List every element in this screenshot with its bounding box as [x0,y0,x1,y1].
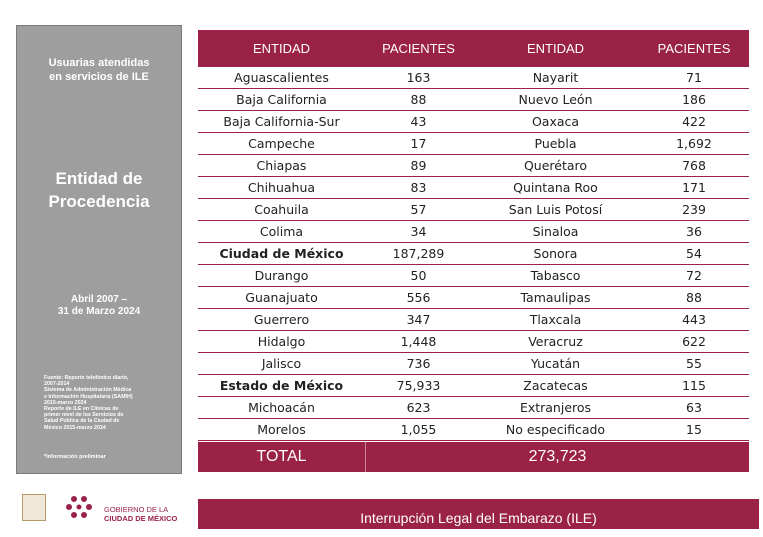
source-line: Salud Pública de la Ciudad de [44,418,120,425]
entity-cell: Estado de México [219,378,344,393]
patients-cell: 57 [410,202,427,217]
table-row [198,265,749,287]
logo-text-line2: CIUDAD DE MÉXICO [104,514,178,523]
sidebar-subtitle [17,56,181,84]
table-row [198,67,749,89]
header-entidad-2: ENTIDAD [526,41,585,56]
entity-cell: Jalisco [261,356,302,371]
entity-cell: Nayarit [532,70,579,85]
entity-cell: Tabasco [530,268,581,283]
table-row [198,309,749,331]
patients-cell: 15 [686,422,702,437]
patients-cell: 163 [406,70,431,85]
government-logo-text [104,505,177,523]
entity-cell: Zacatecas [523,378,588,393]
header-pacientes-1: PACIENTES [382,41,455,56]
patients-cell: 34 [410,224,427,239]
patients-cell: 422 [682,114,706,129]
entity-cell: Campeche [248,136,315,151]
patients-cell: 36 [686,224,702,239]
source-line: 2015-marzo 2024 [44,399,87,406]
table-row [198,331,749,353]
patients-cell: 443 [682,312,706,327]
entity-cell: Chihuahua [247,180,316,195]
footer-banner: Interrupción Legal del Embarazo (ILE) [198,499,759,529]
patients-cell: 115 [682,378,706,393]
table-row [198,111,749,133]
sidebar-note: *Información preliminar [44,454,106,460]
table-row [198,243,749,265]
header-pacientes-2: PACIENTES [657,41,731,56]
entity-cell: Colima [259,224,304,239]
patients-cell: 75,933 [396,378,441,393]
entity-cell: Tlaxcala [529,312,582,327]
entity-cell: Coahuila [254,202,309,217]
table-header [198,30,749,67]
entity-cell: Quintana Roo [513,180,598,195]
entity-cell: Baja California-Sur [223,114,340,129]
entity-cell: Extranjeros [519,400,592,415]
patients-cell: 17 [410,136,427,151]
source-line: Reporte de ILE en Clínicas de [44,406,119,413]
table-body [198,67,749,441]
sidebar-date-range [17,294,181,318]
cdmx-logo-icon [62,493,98,521]
entity-cell: Nuevo León [518,92,593,107]
header-entidad-1: ENTIDAD [252,41,311,56]
entity-cell: Oaxaca [531,114,580,129]
entity-cell: Baja California [236,92,327,107]
table-row [198,375,749,397]
patients-cell: 89 [410,158,427,173]
patients-cell: 1,692 [676,136,712,151]
patients-cell: 43 [410,114,427,129]
entity-cell: No especificado [505,422,606,437]
patients-cell: 72 [686,268,702,283]
patients-cell: 622 [682,334,706,349]
source-line: 2007-2014 [44,381,70,388]
table-row [198,397,749,419]
table-row [198,133,749,155]
source-line: México 2015-marzo 2024 [44,424,106,431]
patients-cell: 88 [686,290,702,305]
sidebar-title-line1: Entidad de [55,169,143,188]
entity-cell: Sinaloa [532,224,579,239]
patients-cell: 63 [686,400,702,415]
sidebar-dates-line1: Abril 2007 – [70,294,128,305]
info-sidebar [16,25,182,474]
entity-cell: Yucatán [530,356,581,371]
patients-cell: 54 [686,246,702,261]
patients-cell: 347 [406,312,431,327]
entity-cell: Guanajuato [245,290,318,305]
source-line: Fuente: Reporte telefónico diario, [44,375,129,381]
cdmx-seal-logo [22,494,46,521]
patients-cell: 239 [682,202,706,217]
patients-cell: 88 [410,92,427,107]
entity-cell: Tamaulipas [520,290,591,305]
entity-cell: San Luis Potosí [508,202,603,217]
patients-cell: 186 [682,92,706,107]
total-label: TOTAL [198,442,366,472]
patients-cell: 50 [410,268,427,283]
entity-cell: Ciudad de México [219,246,344,261]
table-row [198,89,749,111]
entity-cell: Michoacán [248,400,315,415]
table-row [198,199,749,221]
entity-cell: Puebla [534,136,577,151]
table-row [198,287,749,309]
total-row [198,442,749,472]
table-row [198,221,749,243]
patients-cell: 1,055 [400,422,437,437]
total-value: 273,723 [528,448,587,465]
source-line: primer nivel de los Servicios de [44,412,124,419]
entity-cell: Veracruz [528,334,583,349]
patients-cell: 1,448 [400,334,437,349]
patients-cell: 187,289 [392,246,445,261]
patients-table [198,30,749,472]
sidebar-title-line2: Procedencia [48,192,150,211]
sidebar-dates-line2: 31 de Marzo 2024 [57,306,141,317]
sidebar-subtitle-line1: Usuarias atendidas [48,57,150,69]
entity-cell: Hidalgo [257,334,306,349]
table-row [198,155,749,177]
sidebar-subtitle-line2: en servicios de ILE [49,71,149,83]
sidebar-title [17,167,181,213]
table-row [198,419,749,441]
entity-cell: Chiapas [256,158,307,173]
entity-cell: Sonora [533,246,578,261]
patients-cell: 171 [682,180,706,195]
table-row [198,353,749,375]
patients-cell: 623 [406,400,431,415]
source-line: Sistema de Administración Médica [44,387,132,394]
sidebar-sources [44,375,162,431]
patients-cell: 768 [682,158,706,173]
entity-cell: Guerrero [253,312,310,327]
logo-text-line1: GOBIERNO DE LA [104,505,169,514]
patients-cell: 736 [406,356,431,371]
source-line: e Información Hospitalaria (SAMIH) [44,393,133,400]
table-row [198,177,749,199]
entity-cell: Aguascalientes [234,70,329,85]
entity-cell: Querétaro [523,158,588,173]
patients-cell: 71 [686,70,702,85]
entity-cell: Morelos [257,422,306,437]
patients-cell: 55 [686,356,702,371]
entity-cell: Durango [254,268,309,283]
patients-cell: 556 [406,290,431,305]
patients-cell: 83 [410,180,427,195]
